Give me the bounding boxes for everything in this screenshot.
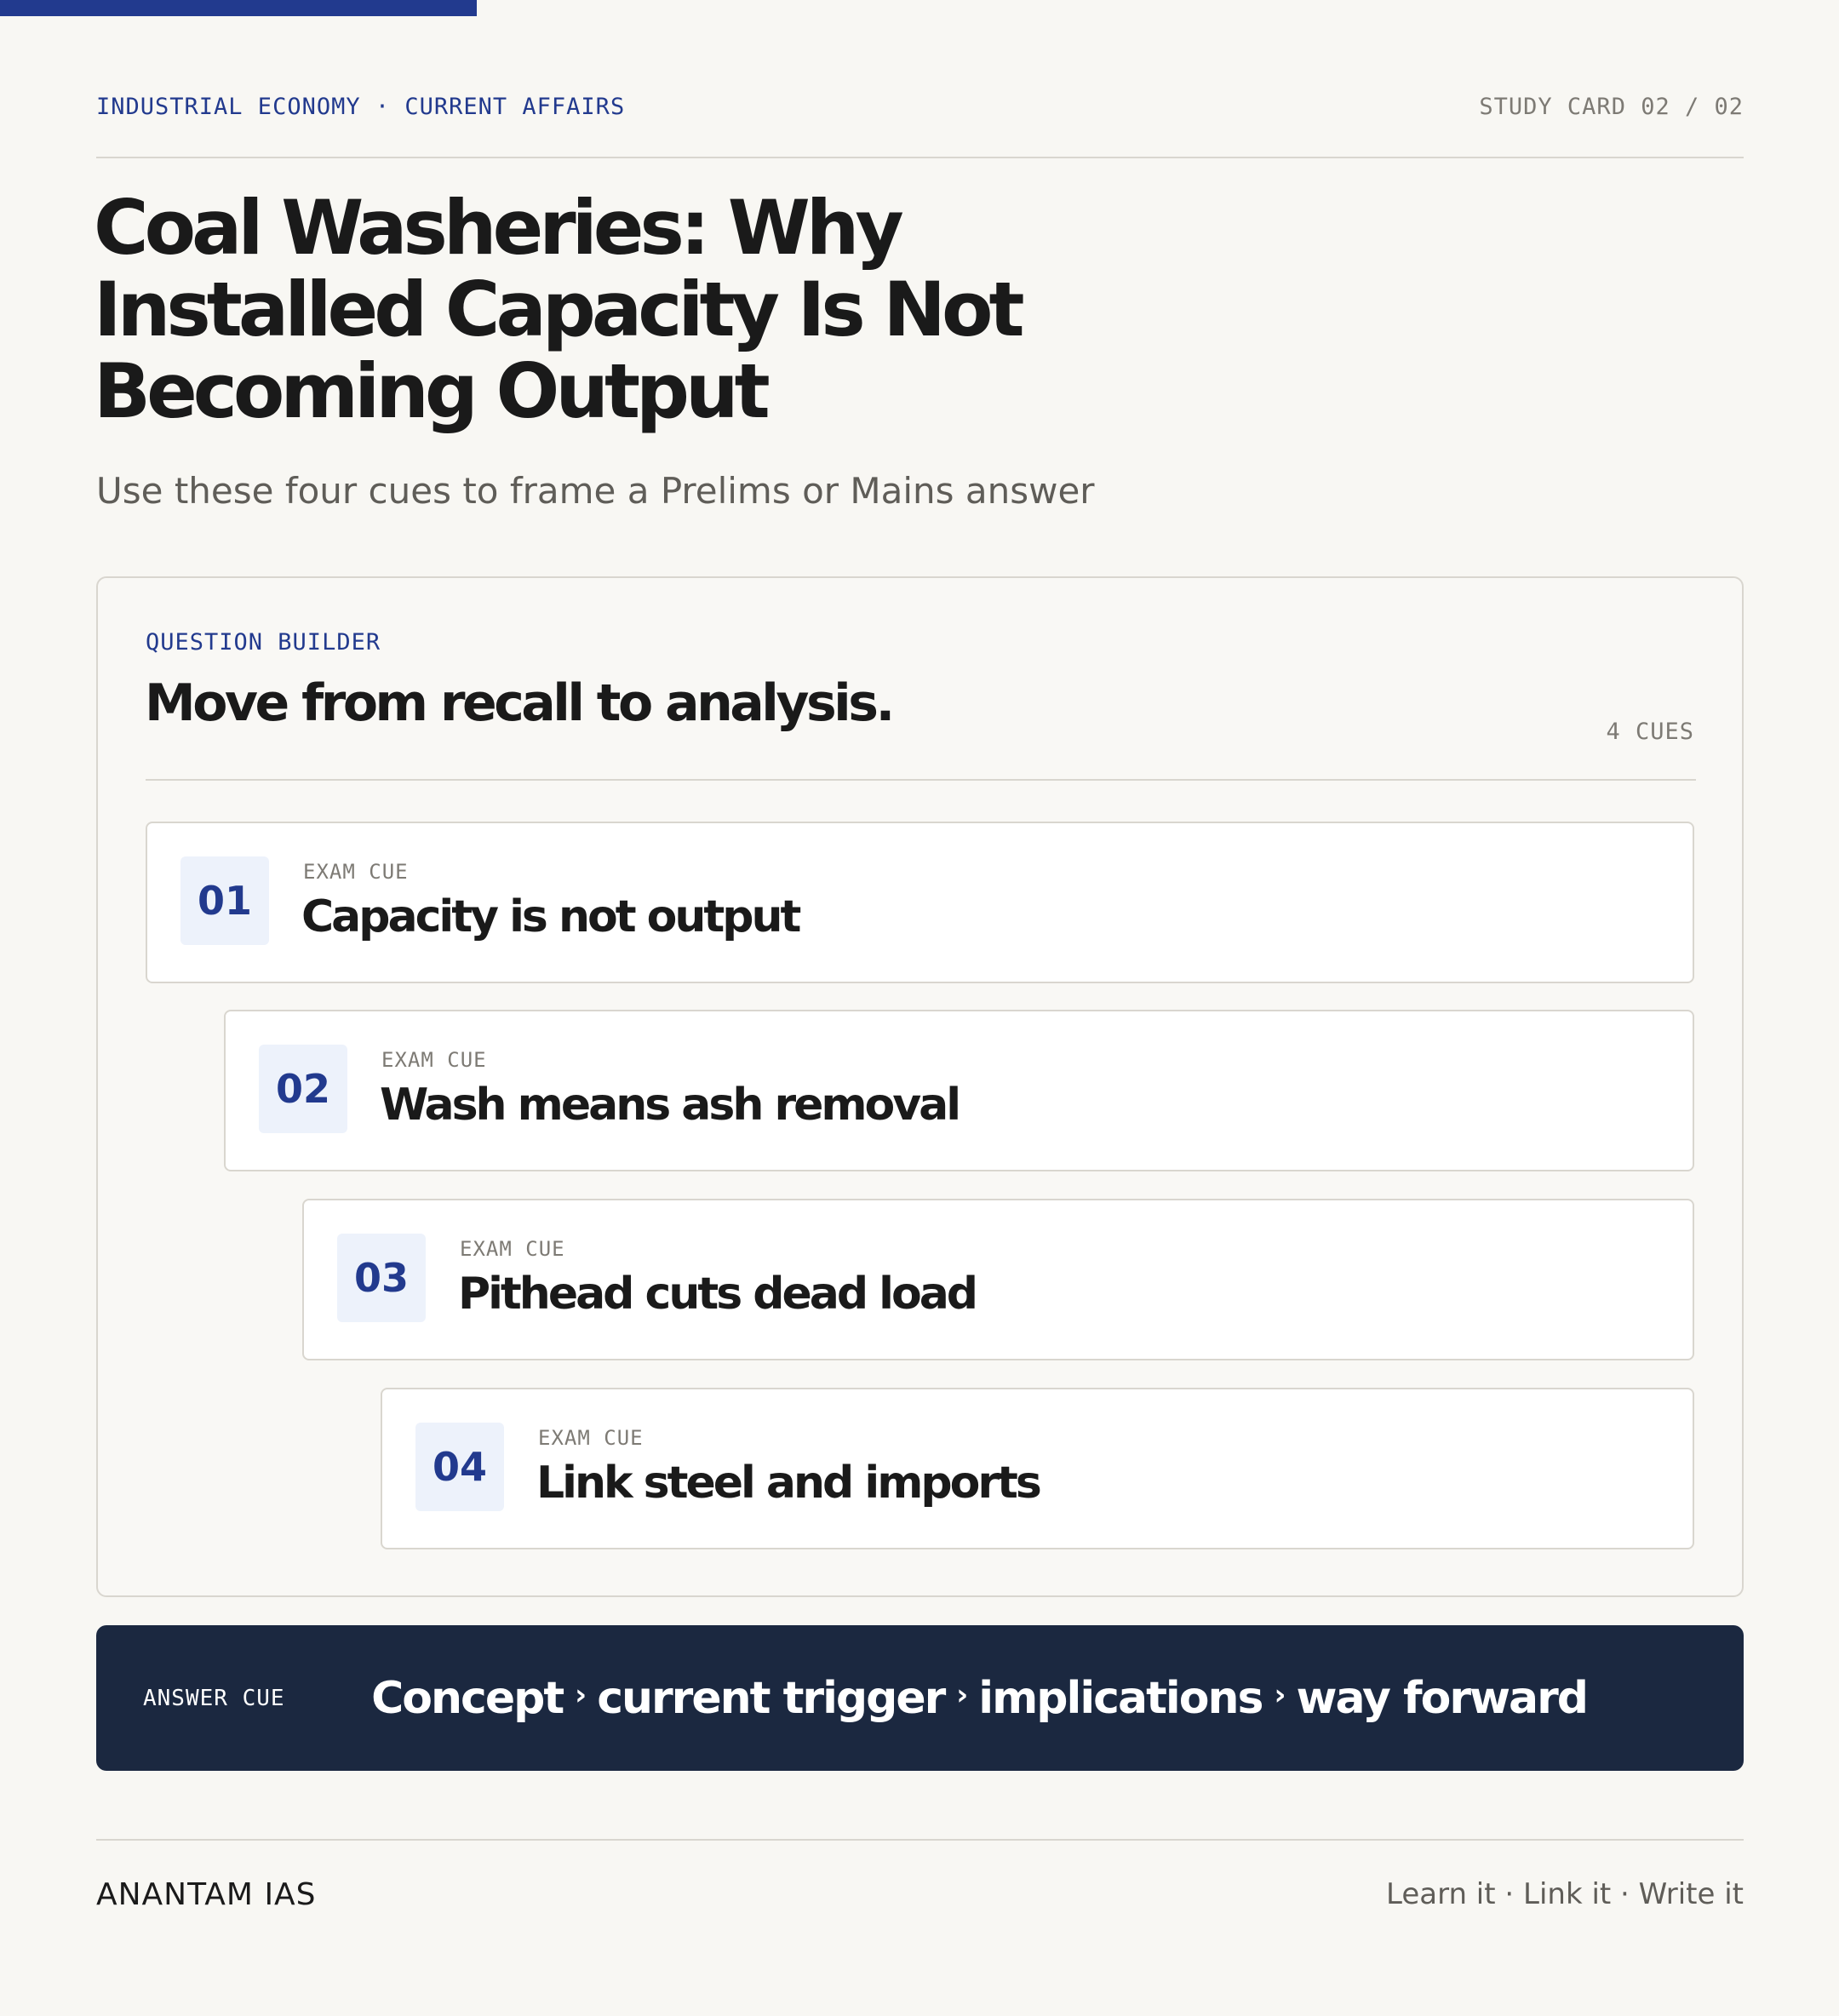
cue-text: Capacity is not output bbox=[301, 891, 799, 942]
chevron-right-icon: › bbox=[575, 1677, 586, 1712]
answer-cue-label: ANSWER CUE bbox=[143, 1685, 285, 1711]
cue-label: EXAM CUE bbox=[303, 860, 409, 884]
title-line: Coal Washeries: Why bbox=[94, 184, 900, 272]
card-header bbox=[96, 94, 1744, 120]
panel-kicker: QUESTION BUILDER bbox=[146, 629, 381, 656]
answer-step: implications bbox=[978, 1672, 1263, 1724]
title-line: Installed Capacity Is Not bbox=[94, 266, 1021, 353]
footer-divider bbox=[96, 1839, 1744, 1841]
answer-step: current trigger bbox=[597, 1672, 945, 1724]
brand-name: ANANTAM IAS bbox=[96, 1877, 317, 1912]
top-accent-bar bbox=[0, 0, 477, 16]
cue-text: Link steel and imports bbox=[536, 1458, 1040, 1509]
cue-label: EXAM CUE bbox=[538, 1426, 644, 1450]
cue-label: EXAM CUE bbox=[460, 1237, 565, 1261]
section-kicker: INDUSTRIAL ECONOMY · CURRENT AFFAIRS bbox=[96, 94, 626, 120]
answer-step: Concept bbox=[371, 1672, 564, 1724]
card-counter: STUDY CARD 02 / 02 bbox=[1479, 94, 1744, 120]
cue-number: 03 bbox=[337, 1234, 426, 1322]
page-subtitle: Use these four cues to frame a Prelims or Mains answer bbox=[96, 470, 1095, 512]
answer-step: way forward bbox=[1296, 1672, 1587, 1724]
panel-divider bbox=[146, 779, 1696, 781]
cue-text: Pithead cuts dead load bbox=[458, 1269, 977, 1320]
answer-cue-banner bbox=[96, 1625, 1744, 1771]
chevron-right-icon: › bbox=[956, 1677, 967, 1712]
cue-number: 04 bbox=[415, 1423, 504, 1511]
question-builder-panel bbox=[96, 576, 1744, 1597]
cue-text: Wash means ash removal bbox=[380, 1080, 960, 1131]
header-divider bbox=[96, 157, 1744, 158]
footer-tagline: Learn it · Link it · Write it bbox=[1385, 1877, 1744, 1911]
cue-label: EXAM CUE bbox=[381, 1048, 487, 1072]
cue-card bbox=[381, 1388, 1694, 1549]
title-line: Becoming Output bbox=[94, 347, 766, 435]
panel-title: Move from recall to analysis. bbox=[145, 673, 892, 733]
cue-number: 01 bbox=[180, 856, 269, 945]
cue-count: 4 CUES bbox=[1606, 719, 1694, 745]
cue-card bbox=[146, 822, 1694, 983]
page-title bbox=[94, 184, 1286, 435]
answer-flow bbox=[371, 1625, 1587, 1771]
cue-card bbox=[224, 1010, 1694, 1171]
chevron-right-icon: › bbox=[1274, 1677, 1285, 1712]
cue-card bbox=[302, 1199, 1694, 1360]
cue-number: 02 bbox=[259, 1045, 347, 1133]
